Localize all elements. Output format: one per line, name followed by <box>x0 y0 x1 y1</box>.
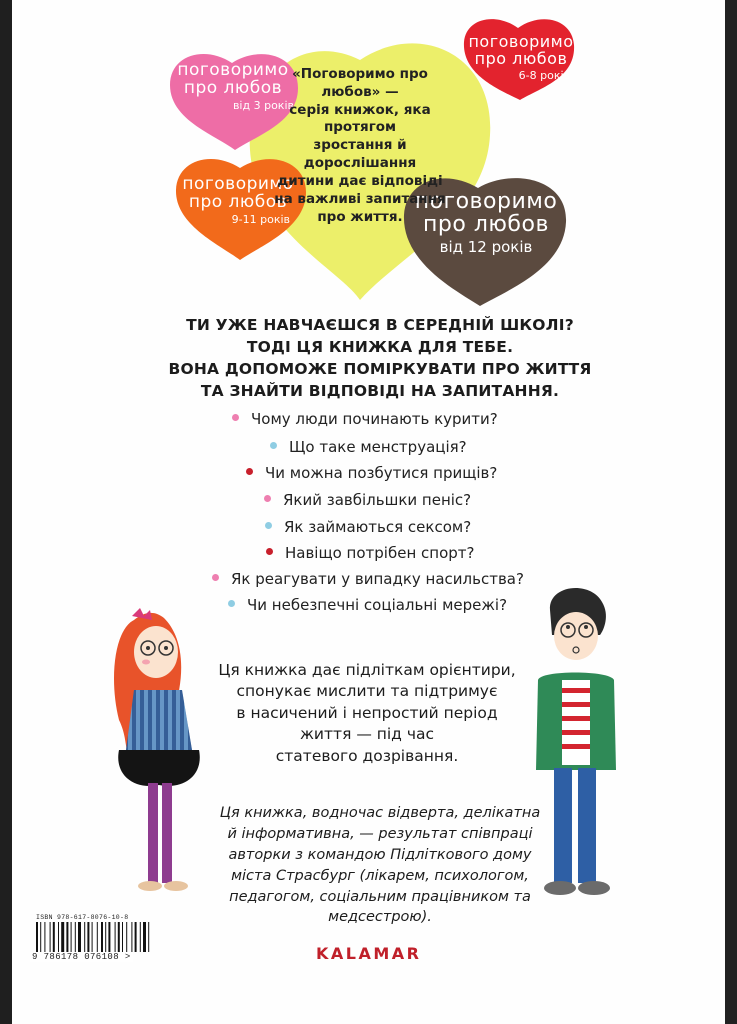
question-text: Який завбільшки пеніс? <box>283 491 472 509</box>
question-item <box>212 570 524 588</box>
question-item <box>270 438 467 456</box>
series-name: поговоримо про любов <box>414 189 558 238</box>
question-text: Як реагувати у випадку насильства? <box>231 570 524 588</box>
barcode-digits: 9 786178 076108 > <box>32 952 131 962</box>
description-line: життя — під час <box>299 725 435 744</box>
barcode-bar <box>75 922 76 952</box>
question-text: Як займаються сексом? <box>284 518 472 536</box>
question-text: Чи можна позбутися прищів? <box>265 464 498 482</box>
question-item <box>266 544 474 562</box>
barcode-bar <box>58 922 59 952</box>
barcode-bar <box>135 922 137 952</box>
barcode-bar <box>84 922 85 952</box>
intro-heading <box>160 314 600 402</box>
blurb-line: на важливі запитання <box>274 190 446 207</box>
bullet-dot <box>246 468 253 475</box>
bullet-dot <box>270 442 277 449</box>
barcode-bar <box>126 922 127 952</box>
italic-note <box>180 803 580 928</box>
barcode-bar <box>50 922 51 952</box>
question-item <box>264 491 471 509</box>
series-blurb <box>270 66 450 226</box>
description-line: в насичений і непростий період <box>236 703 498 722</box>
barcode-bar <box>97 922 98 952</box>
publisher-logo: KALAMAR <box>316 944 422 963</box>
bullet-dot <box>212 574 219 581</box>
bullet-dot <box>264 495 271 502</box>
bullet-dot <box>232 414 239 421</box>
age-label: від 12 років <box>439 238 533 257</box>
age-label: 6-8 років <box>518 68 570 82</box>
barcode-bar <box>105 922 106 952</box>
blurb-line: зростання й дорослішання <box>303 137 417 172</box>
bullet-dot <box>228 600 235 607</box>
question-text: Що таке менструація? <box>289 438 467 456</box>
description-line: статевого дозрівання. <box>275 746 459 765</box>
age-label: від 3 років <box>232 98 294 112</box>
barcode-bar <box>101 922 103 952</box>
barcode-bar <box>36 922 38 952</box>
barcode-bar <box>53 922 55 952</box>
question-item <box>232 410 498 428</box>
heart-red-label <box>466 34 576 81</box>
barcode-bar <box>131 922 132 952</box>
note-line: міста Страсбург (лікарем, психологом, <box>231 867 529 884</box>
question-text: Навіщо потрібен спорт? <box>285 544 475 562</box>
barcode-bar <box>148 922 149 952</box>
isbn-label: ISBN 978-617-8076-10-8 <box>36 914 129 921</box>
bullet-dot <box>265 522 272 529</box>
note-line: медсестрою). <box>328 909 432 926</box>
barcode-bar <box>87 922 89 952</box>
note-line: авторки з командою Підліткового дому <box>228 846 532 863</box>
bullet-dot <box>266 548 273 555</box>
note-line: Ця книжка, водночас відверта, делікатна <box>219 805 541 821</box>
barcode-bar <box>140 922 141 952</box>
intro-line: ТИ УЖЕ НАВЧАЄШСЯ В СЕРЕДНІЙ ШКОЛІ? <box>186 316 574 334</box>
question-text: Чи небезпечні соціальні мережі? <box>247 596 508 614</box>
barcode-bar <box>61 922 64 952</box>
blurb-line: дитини дає відповіді <box>277 172 443 189</box>
barcode-bar <box>92 922 93 952</box>
description-line: спонукає мислити та підтримує <box>236 682 498 701</box>
series-name: поговоримо про любов <box>468 32 574 68</box>
description-line: Ця книжка дає підліткам орієнтири, <box>218 661 516 679</box>
barcode-bar <box>122 922 123 952</box>
blurb-line: про життя. <box>317 208 403 225</box>
barcode-bar <box>118 922 120 952</box>
barcode-bar <box>115 922 116 952</box>
question-item <box>246 464 497 482</box>
note-line: й інформативна, — результат співпраці <box>227 825 533 842</box>
series-name: поговоримо про любов <box>177 60 289 98</box>
barcode-bar <box>108 922 110 952</box>
blurb-line: серія книжок, яка протягом <box>289 101 431 136</box>
note-line: педагогом, соціальним працівником та <box>229 888 531 905</box>
series-name: поговоримо про любов <box>182 174 294 212</box>
intro-line: ВОНА ДОПОМОЖЕ ПОМІРКУВАТИ ПРО ЖИТТЯ <box>168 360 592 378</box>
intro-line: ТА ЗНАЙТИ ВІДПОВІДІ НА ЗАПИТАННЯ. <box>200 382 560 400</box>
question-item <box>228 596 507 614</box>
intro-line: ТОДІ ЦЯ КНИЖКА ДЛЯ ТЕБЕ. <box>246 338 514 356</box>
age-label: 9-11 років <box>231 212 290 226</box>
question-item <box>265 518 471 536</box>
barcode-bar <box>143 922 146 952</box>
barcode-bar <box>78 922 81 952</box>
blurb-line: «Поговоримо про любов» — <box>292 66 428 100</box>
question-text: Чому люди починають курити? <box>251 410 498 428</box>
barcode-bar <box>71 922 72 952</box>
barcode-bar <box>40 922 41 952</box>
barcode-bar <box>44 922 45 952</box>
barcode-bar <box>66 922 68 952</box>
book-description <box>212 660 522 767</box>
